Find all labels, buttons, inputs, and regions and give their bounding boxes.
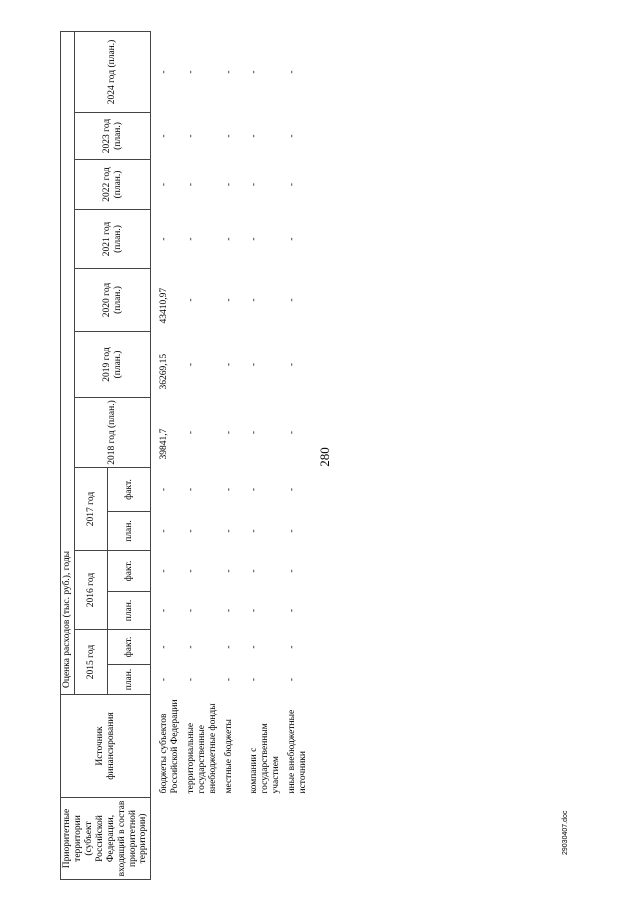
value-cell: -	[223, 677, 234, 682]
value-cell: -	[248, 134, 259, 138]
value-cell: -	[186, 569, 197, 573]
header-plan: план.	[108, 665, 151, 695]
value-cell: -	[223, 645, 234, 649]
header-year-2015: 2015 год	[75, 630, 108, 695]
value-cell: 36269,15	[159, 353, 170, 390]
value-cell: -	[159, 182, 170, 187]
value-cell: -	[286, 298, 297, 302]
header-fact: факт.	[108, 630, 151, 665]
value-cell: -	[286, 362, 297, 367]
value-cell: -	[223, 569, 234, 573]
value-cell: -	[186, 182, 197, 187]
page-number: 280	[317, 447, 332, 467]
value-cell: -	[186, 430, 197, 435]
header-estimate: Оценка расходов (тыс. руб.), годы	[61, 31, 75, 694]
value-cell: -	[223, 487, 234, 492]
document-id: 29030407.doc	[562, 810, 569, 855]
header-plan: план.	[108, 592, 151, 630]
table-row	[283, 31, 310, 879]
value-cell: -	[223, 529, 234, 533]
value-cell: -	[248, 430, 259, 435]
source-cell: иные внебюджетные источники	[286, 709, 308, 794]
value-cell: -	[223, 430, 234, 435]
value-cell: -	[286, 645, 297, 649]
value-cell: -	[223, 362, 234, 367]
value-cell: 39841,7	[159, 428, 170, 460]
source-cell: территориальные государственные внебюджетные фонды	[186, 703, 219, 794]
value-cell: 43410,97	[159, 287, 170, 324]
value-cell: -	[223, 237, 234, 241]
value-cell: -	[159, 237, 170, 241]
value-cell: -	[248, 298, 259, 302]
header-year-2023: 2023 год (план.)	[75, 113, 151, 160]
header-year-2017: 2017 год	[75, 468, 108, 551]
value-cell: -	[186, 70, 197, 74]
header-year-2024: 2024 год (план.)	[75, 31, 151, 112]
value-cell: -	[223, 298, 234, 302]
value-cell: -	[248, 487, 259, 492]
source-cell: местные бюджеты	[223, 719, 234, 794]
table-row	[151, 31, 182, 879]
territory-cell	[245, 798, 283, 880]
value-cell: -	[286, 70, 297, 74]
value-cell: -	[286, 182, 297, 187]
territory-cell	[283, 798, 310, 880]
value-cell: -	[223, 134, 234, 138]
territory-cell	[220, 798, 245, 880]
header-year-2021: 2021 год (план.)	[75, 210, 151, 269]
header-plan: план.	[108, 512, 151, 551]
value-cell: -	[248, 237, 259, 241]
value-cell: -	[186, 487, 197, 492]
table-row	[220, 31, 245, 879]
header-territory: Приоритетные территории (субъект Российской Федерации, входящий в состав приоритетной территории)	[61, 798, 151, 880]
table-body	[151, 31, 310, 879]
value-cell: -	[159, 645, 170, 649]
value-cell: -	[186, 237, 197, 241]
value-cell: -	[286, 430, 297, 435]
value-cell: -	[223, 70, 234, 74]
value-cell: -	[159, 608, 170, 613]
rotated-table-sheet	[60, 32, 354, 880]
table-row	[182, 31, 220, 879]
value-cell: -	[186, 134, 197, 138]
territory-cell	[151, 798, 182, 880]
header-year-2022: 2022 год (план.)	[75, 160, 151, 210]
value-cell: -	[223, 182, 234, 187]
header-year-2016: 2016 год	[75, 551, 108, 630]
value-cell: -	[159, 70, 170, 74]
header-fact: факт.	[108, 468, 151, 512]
value-cell: -	[159, 677, 170, 682]
header-fact: факт.	[108, 551, 151, 592]
value-cell: -	[248, 529, 259, 533]
value-cell: -	[286, 487, 297, 492]
value-cell: -	[286, 608, 297, 613]
value-cell: -	[186, 645, 197, 649]
value-cell: -	[159, 134, 170, 138]
value-cell: -	[248, 182, 259, 187]
value-cell: -	[248, 362, 259, 367]
value-cell: -	[286, 529, 297, 533]
value-cell: -	[286, 134, 297, 138]
value-cell: -	[186, 362, 197, 367]
value-cell: -	[186, 529, 197, 533]
value-cell: -	[186, 298, 197, 302]
table-row	[245, 31, 283, 879]
source-cell: бюджеты субъектов Российской Федерации	[159, 699, 181, 794]
header-source: Источник финансирования	[61, 695, 151, 798]
value-cell: -	[223, 608, 234, 613]
header-year-2018: 2018 год (план.)	[75, 398, 151, 468]
value-cell: -	[286, 237, 297, 241]
value-cell: -	[286, 677, 297, 682]
value-cell: -	[248, 569, 259, 573]
value-cell: -	[248, 70, 259, 74]
header-year-2020: 2020 год (план.)	[75, 269, 151, 332]
value-cell: -	[286, 569, 297, 573]
value-cell: -	[248, 608, 259, 613]
territory-cell	[182, 798, 220, 880]
value-cell: -	[159, 529, 170, 533]
header-year-2019: 2019 год (план.)	[75, 332, 151, 398]
value-cell: -	[159, 487, 170, 492]
expense-estimate-table	[60, 31, 310, 880]
value-cell: -	[186, 677, 197, 682]
value-cell: -	[159, 569, 170, 573]
value-cell: -	[248, 677, 259, 682]
value-cell: -	[186, 608, 197, 613]
source-cell: компании с государственным участием	[248, 723, 281, 794]
value-cell: -	[248, 645, 259, 649]
